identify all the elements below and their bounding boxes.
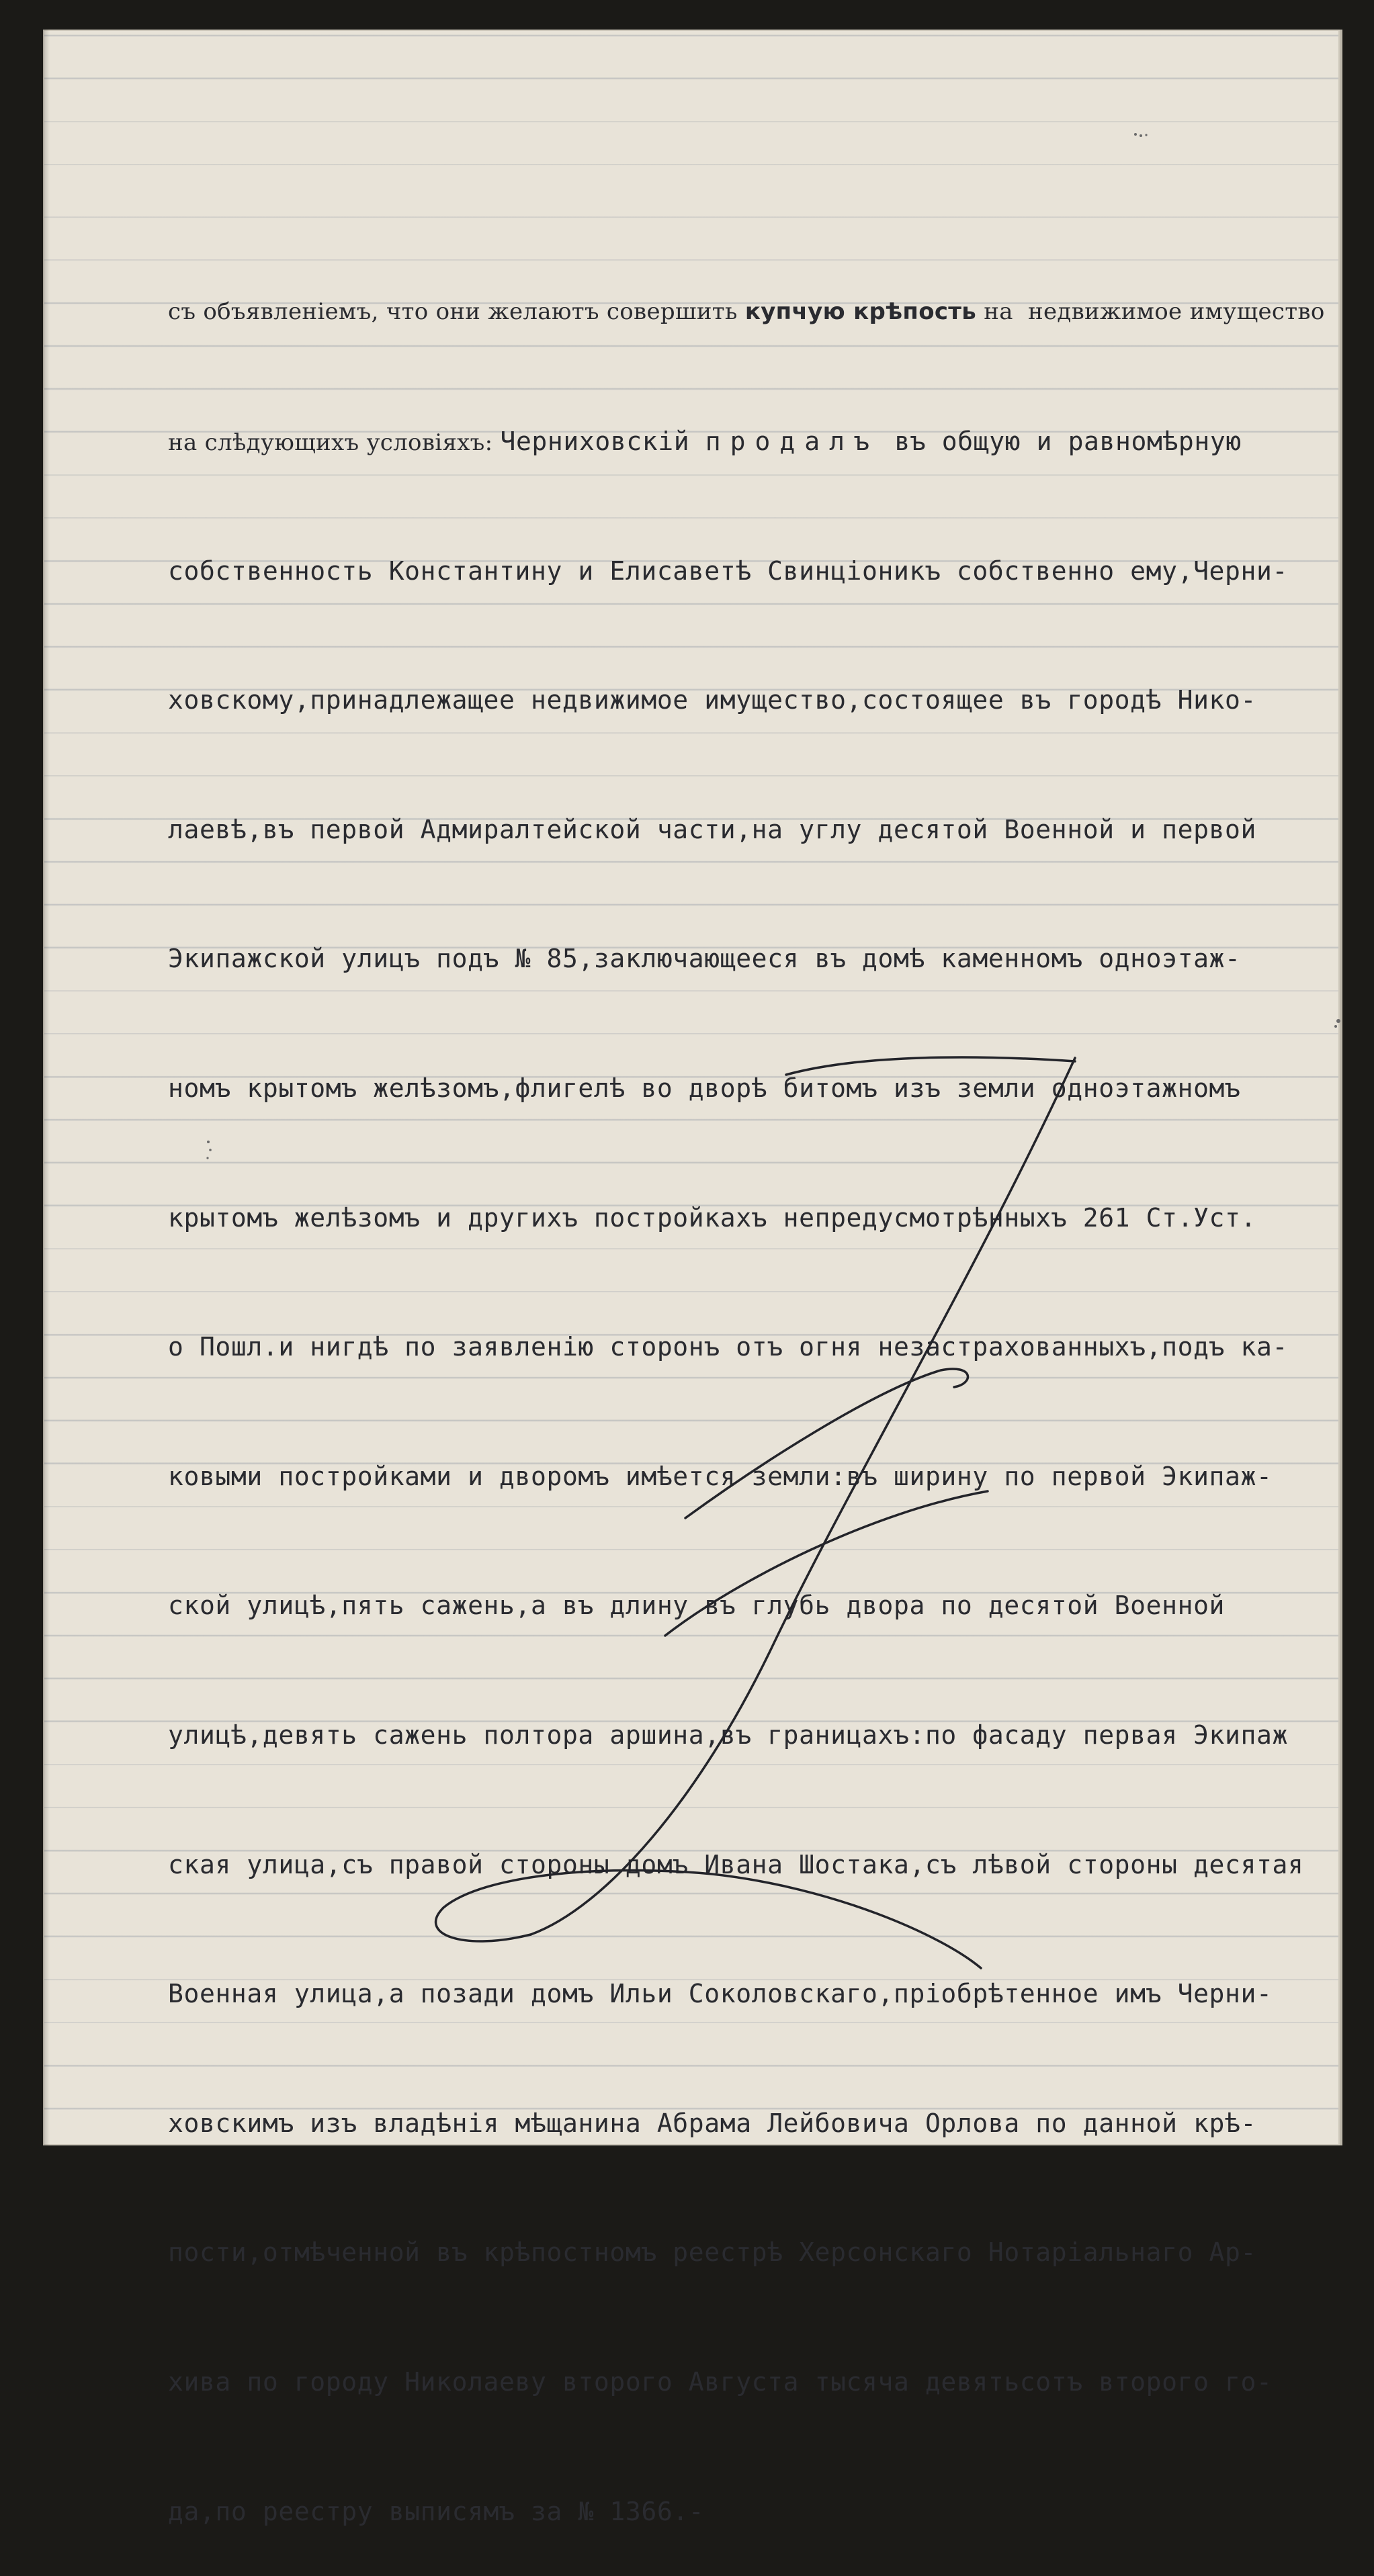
text-line-17: хива по городу Николаеву второго Августа тысяча девятьсотъ второго го- bbox=[168, 2366, 1273, 2397]
text-line-13: ская улица,съ правой стороны домъ Ивана Шостака,съ лѣвой стороны десятая bbox=[168, 1849, 1304, 1879]
text-line-3: собственность Константину и Елисаветѣ Свинціоникъ собственно ему,Черни- bbox=[168, 556, 1288, 586]
text-line-5: лаевѣ,въ первой Адмиралтейской части,на углу десятой Военной и первой bbox=[168, 814, 1256, 844]
text-line-11: ской улицѣ,пять сажень,а въ длину въ глубь двора по десятой Военной bbox=[168, 1591, 1226, 1621]
text-line-2: на слѣдующихъ условіяхъ: Черниховскій продалъ въ общую и равномѣрную bbox=[168, 427, 1242, 456]
text-line-18: да,по реестру выписямъ за № 1366.- bbox=[168, 2496, 705, 2526]
text-line-10: ковыми постройками и дворомъ имѣется земли:въ ширину по первой Экипаж- bbox=[168, 1461, 1273, 1491]
text-line-6: Экипажской улицъ подъ № 85,заключающееся въ домѣ каменномъ одноэтаж- bbox=[168, 944, 1241, 974]
text-line-7: номъ крытомъ желѣзомъ,флигелѣ во дворѣ битомъ изъ земли одноэтажномъ bbox=[168, 1073, 1241, 1103]
text-line-4: ховскому,принадлежащее недвижимое имущество,состоящее въ городѣ Нико- bbox=[168, 685, 1256, 715]
text-line-15: ховскимъ изъ владѣнія мѣщанина Абрама Лейбовича Орлова по данной крѣ- bbox=[168, 2108, 1256, 2138]
text-line-9: о Пошл.и нигдѣ по заявленію сторонъ отъ огня незастрахованныхъ,подъ ка- bbox=[168, 1332, 1288, 1362]
text-line-14: Военная улица,а позади домъ Ильи Соколовскаго,пріобрѣтенное имъ Черни- bbox=[168, 1979, 1273, 2009]
text-line-8: крытомъ желѣзомъ и другихъ постройкахъ непредусмотрѣнныхъ 261 Ст.Уст. bbox=[168, 1202, 1256, 1233]
text-line-12: улицѣ,девять сажень полтора аршина,въ границахъ:по фасаду первая Экипаж bbox=[168, 1720, 1288, 1750]
text-line-16: пости,отмѣченной въ крѣпостномъ реестрѣ Херсонскаго Нотаріальнаго Ар- bbox=[168, 2237, 1256, 2268]
text-line-1: съ объявленіемъ, что они желаютъ совершить купчую крѣпость на недвижимое имущество bbox=[168, 298, 1325, 326]
